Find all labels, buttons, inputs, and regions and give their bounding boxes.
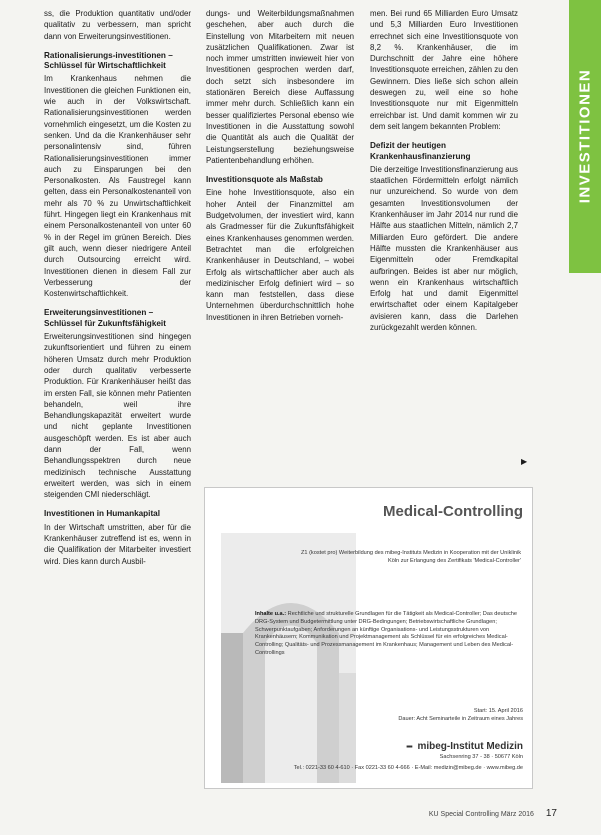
ad-title: Medical-Controlling <box>383 503 523 520</box>
paragraph: men. Bei rund 65 Milliarden Euro Umsatz und 5,3 Milliarden Euro Investitionen errechnet sich eine Investitionsquote von 8,2 %. Krankenhäuser, die im Durchschnitt der Jahre eine höhere Investitionsquote erreichen, zählen zu den Gewinnern. Dies ließe sich schon allein deswegen zu, weil eine so hohe Investitionsquote nur mit Eigenmitteln erreichbar ist. Und damit kommen wir zu dem seit langem bekannten Problem: <box>370 9 518 131</box>
paragraph: ss, die Produktion quantitativ und/oder qualitativ zu verbessern, man spricht dann von Erweiterungsinvestitionen. <box>44 9 191 41</box>
ad-schedule <box>365 708 523 724</box>
footer-publication: KU Special Controlling März 2016 <box>428 811 534 818</box>
ad-contents-text: Rechtliche und strukturelle Grundlagen für die Tätigkeit als Medical-Controller; Das deutsche DRG-System und Budgetermittlung unter DRG-Bedingungen; Betriebswirtschaftliche Grundlagen; Schwerpunktaufgaben; Anforderungen an künftige Organisations- und Leistungsstrukturen von Krankenhäusern; Kommunikation und Projektmanagement als Schlüssel für ein erfolgreiches Medical-Controlling; Qualitäts- und Prozessmanagement im Krankenhaus; Management und Leben des Medical-Controllings <box>255 611 518 656</box>
paragraph: Erweiterungsinvestitionen sind hingegen zukunftsorientiert und führen zu einem höheren Umsatz durch mehr Produktion oder durch qualitativ verbesserte Produktion. Für Krankenhäuser heißt das im ersten Fall, sie können mehr Patienten behandeln, weil ihre Behandlungskapazität erweitert wurde und nicht geplante Investitionen ausgeschöpft werden. Es ist aber auch dann der Fall, wenn Behandlungsspektren durch neue medizinisch technische Ausstattung erweitert werden, was sich in einem steigenden CMI niederschlägt. <box>44 332 191 500</box>
text-column-2 <box>206 8 354 323</box>
section-tab-label: INVESTITIONEN <box>576 68 594 204</box>
paragraph: Im Krankenhaus nehmen die Investitionen die gleichen Funktionen ein, wie auch in der Volkswirtschaft. Rationalisierungsinvestitionen werden vornehmlich eingesetzt, um die Kosten zu senken. Und da die Krankenhäuser sehr personalintensiv sind, führen Rationalisierungsinvestitionen immer auch zu Einsparungen bei den Personalkosten. Als Faustregel kann gelten, dass ein Personalkostenanteil von mehr als 70 % zu Unwirtschaftlichkeit führt. Hingegen liegt ein Krankenhaus mit einem Personalkostenanteil von unter 60 % in der Regel im grünen Bereich. Dies gilt auch, wenn dieser niedrigere Anteil durch Outsourcing erreicht wird. Investitionen dienen in diesem Fall zur Verbesserung der Kostenwirtschaftlichkeit. <box>44 74 191 299</box>
text-column-1 <box>44 8 191 567</box>
ad-intro: Z1 (kostet pro) Weiterbildung des mibeg-Instituts Medizin in Kooperation mit der Uniklinik Köln zur Erlangung des Zertifikats 'Medical-Controller' <box>300 550 521 564</box>
institute-address: Sachsenring 37 - 38 · 50677 Köln <box>439 754 523 760</box>
subheading: Erweiterungsinvestitionen – Schlüssel für Zukunftsfähigkeit <box>44 308 166 328</box>
paragraph: dungs- und Weiterbildungsmaßnahmen geschehen, aber auch durch die Einstellung von Mitarbeitern mit neuen zusätzlichen Qualifikationen. Zwar ist noch immer umstritten inwieweit hier von Investitionen gesprochen werden darf, doch setzt sich insbesondere im stationären Bereich diese Auffassung immer mehr durch. Schließlich kann ein besser qualifiziertes Personal ebenso wie Investitionen in die Ausstattung sowohl die Quantität als auch die Qualität der Leistungserstellung beziehungsweise Patientenbehandlung erhöhen. <box>206 9 354 165</box>
continue-arrow-icon: ▶ <box>521 457 528 466</box>
ad-contents-label: Inhalte u.a.: <box>255 611 287 617</box>
paragraph: Eine hohe Investitionsquote, also ein hoher Anteil der Finanzmittel am Budgetvolumen, der investiert wird, kann als Gradmesser für die Zukunftsfähigkeit eines Krankenhauses genommen werden. Betrachtet man die erfolgreichen Krankenhäuser in Deutschland, – wobei Erfolg als wirtschaftlicher aber auch als medizinischer Erfolg definiert wird – so kann man feststellen, dass diese Unternehmen überdurchschnittlich hohe Investitionen in ihren Betrieben vorneh- <box>206 188 354 322</box>
paragraph: Die derzeitige Investitionsfinanzierung aus staatlichen Fördermitteln erfolgt nämlich nur unzureichend. So wurde von dem gesamten Investitionsvolumen der Krankenhäuser im Jahr 2014 nur rund die Hälfte aus staatlichen Mitteln, nämlich 2,7 Milliarden Euro gefördert. Die andere Hälfte mussten die Krankenhäuser aus Eigenmitteln oder Fremdkapital aufbringen. Beides ist aber nur möglich, wenn ein Krankenhaus wirtschaftlich Erfolg hat und damit Eigenmittel erwirtschaftet oder einem Kapitalgeber avisieren kann, dass die Darlehen zurückgezahlt werden können. <box>370 164 518 333</box>
page-number: 17 <box>545 808 557 819</box>
subheading: Investitionen in Humankapital <box>44 509 161 519</box>
text-column-3 <box>370 8 518 333</box>
ad-duration: Dauer: Acht Seminarteile in Zeitraum eines Jahres <box>398 715 523 722</box>
page-footer <box>429 808 557 819</box>
section-tab <box>569 0 601 273</box>
institute-contact: Tel.: 0221-33 60 4-610 · Fax 0221-33 60 4-666 · E-Mail: medizin@mibeg.de · www.mibeg.de <box>293 765 523 771</box>
advertisement <box>204 487 533 789</box>
subheading: Investitionsquote als Maßstab <box>206 175 323 185</box>
institute-logo-icon: ▪▪▪ <box>406 742 412 751</box>
ad-contents <box>255 611 523 658</box>
ad-start-date: Start: 15. April 2016 <box>473 708 523 714</box>
subheading: Defizit der heutigen Krankenhausfinanzierung <box>370 141 471 161</box>
paragraph: In der Wirtschaft umstritten, aber für die Krankenhäuser zutreffend ist es, wenn in die Qualifikation der Mitarbeiter investiert wird. Dies kann durch Ausbil- <box>44 522 191 566</box>
institute-name <box>315 741 523 752</box>
subheading: Rationalisierungs-investitionen – Schlüssel für Wirtschaftlichkeit <box>44 50 173 71</box>
institute-label: mibeg-Institut Medizin <box>417 741 523 752</box>
